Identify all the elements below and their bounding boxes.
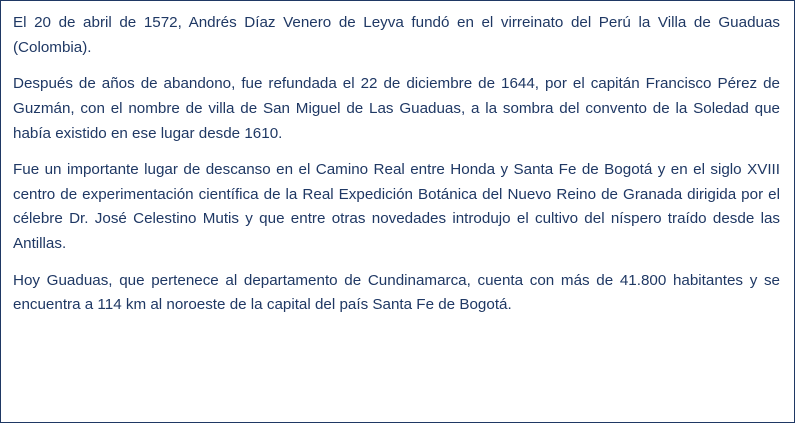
document-body bbox=[13, 11, 780, 318]
paragraph-2: Después de años de abandono, fue refundada el 22 de diciembre de 1644, por el capitán Francisco Pérez de Guzmán, con el nombre de villa de San Miguel de Las Guaduas, a la sombra del convento de la Soledad que había existido en ese lugar desde 1610. bbox=[13, 75, 780, 142]
paragraph-1: El 20 de abril de 1572, Andrés Díaz Venero de Leyva fundó en el virreinato del Perú la Villa de Guaduas (Colombia). bbox=[13, 14, 780, 56]
paragraph-4: Hoy Guaduas, que pertenece al departamento de Cundinamarca, cuenta con más de 41.800 habitantes y se encuentra a 114 km al noroeste de la capital del país Santa Fe de Bogotá. bbox=[13, 271, 780, 314]
paragraph-3: Fue un importante lugar de descanso en el Camino Real entre Honda y Santa Fe de Bogotá y en el siglo XVIII centro de experimentación científica de la Real Expedición Botánica del Nuevo Reino de Granada dirigida por el célebre Dr. José Celestino Mutis y que entre otras novedades introdujo el cultivo del níspero traído desde las Antillas. bbox=[13, 161, 780, 252]
